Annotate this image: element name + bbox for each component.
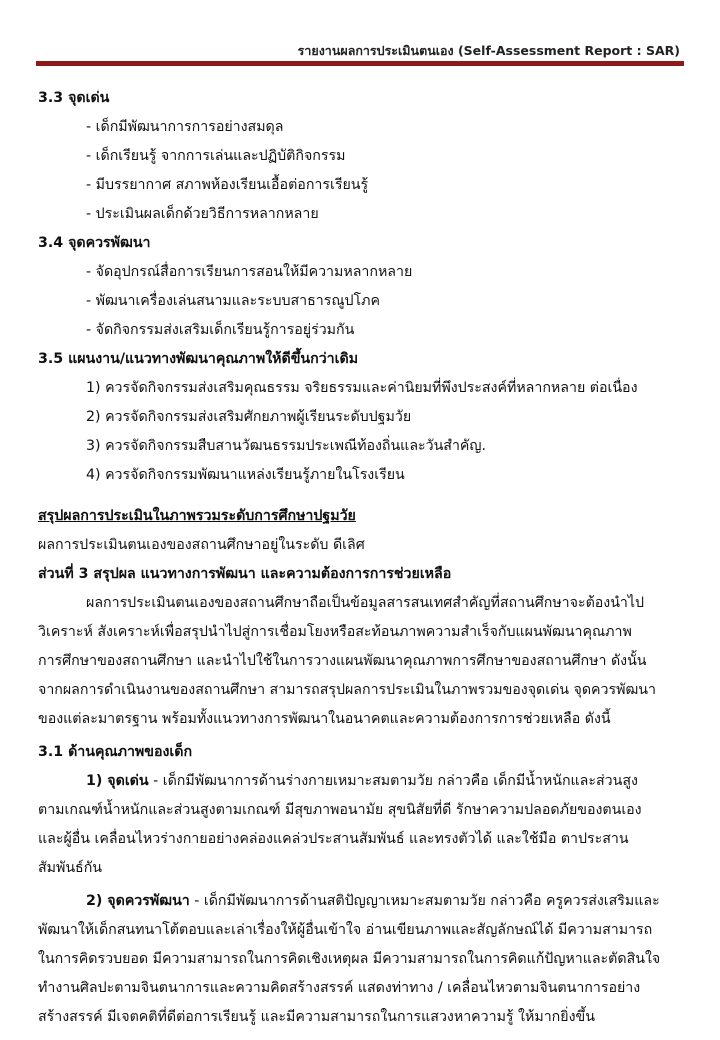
improvements-label: 2) จุดควรพัฒนา: [86, 893, 190, 909]
paragraph-line: สร้างสรรค์ มีเจตคติที่ดีต่อการเรียนรู้ และมีความสามารถในการแสวงหาความรู้ ให้มากยิ่งขึ้น: [38, 1009, 595, 1025]
list-item: 1) ควรจัดกิจกรรมส่งเสริมคุณธรรม จริยธรรมและค่านิยมที่พึงประสงค์ที่หลากหลาย ต่อเนื่อง: [86, 380, 638, 396]
paragraph-line: พัฒนาให้เด็กสนทนาโต้ตอบและเล่าเรื่องให้ผู้อื่นเข้าใจ อ่านเขียนภาพและสัญลักษณ์ได้ มีความสามารถ: [38, 922, 653, 938]
list-item: - เด็กมีพัฒนาการการอย่างสมดุล: [86, 119, 284, 135]
paragraph-line: วิเคราะห์ สังเคราะห์เพื่อสรุปนำไปสู่การเชื่อมโยงหรือสะท้อนภาพความสำเร็จกับแผนพัฒนาคุณภาพ: [38, 624, 632, 640]
list-item: - เด็กเรียนรู้ จากการเล่นและปฏิบัติกิจกรรม: [86, 148, 346, 164]
improvements-text: - เด็กมีพัฒนาการด้านสติปัญญาเหมาะสมตามวัย กล่าวคือ ครูควรส่งเสริมและ: [189, 893, 660, 909]
paragraph-line: และผู้อื่น เคลื่อนไหวร่างกายอย่างคล่องแคล่วประสานสัมพันธ์ และทรงตัวได้ และใช้มือ ตาประสาน: [38, 831, 629, 847]
list-item: 4) ควรจัดกิจกรรมพัฒนาแหล่งเรียนรู้ภายในโรงเรียน: [86, 467, 405, 483]
paragraph-line: การศึกษาของสถานศึกษา และนำไปใช้ในการวางแผนพัฒนาคุณภาพการศึกษาของสถานศึกษา ดังนั้น: [38, 653, 647, 669]
part-3-heading: ส่วนที่ 3 สรุปผล แนวทางการพัฒนา และความต้องการการช่วยเหลือ: [38, 566, 452, 582]
list-item: 3) ควรจัดกิจกรรมสืบสานวัฒนธรรมประเพณีท้องถิ่นและวันสำคัญ.: [86, 438, 487, 454]
list-item: - จัดอุปกรณ์สื่อการเรียนการสอนให้มีความหลากหลาย: [86, 264, 413, 280]
report-header-title: รายงานผลการประเมินตนเอง (Self-Assessment Report : SAR): [297, 43, 680, 58]
summary-text: ผลการประเมินตนเองของสถานศึกษาอยู่ในระดับ ดีเลิศ: [38, 537, 365, 553]
spacer: [38, 490, 684, 502]
paragraph-line: ผลการประเมินตนเองของสถานศึกษาถือเป็นข้อมูลสารสนเทศสำคัญที่สถานศึกษาจะต้องนำไป: [86, 595, 645, 611]
paragraph-line: [38, 887, 684, 916]
list-item: 2) ควรจัดกิจกรรมส่งเสริมศักยภาพผู้เรียนระดับปฐมวัย: [86, 409, 412, 425]
strengths-text: - เด็กมีพัฒนาการด้านร่างกายเหมาะสมตามวัย กล่าวคือ เด็กมีน้ำหนักและส่วนสูง: [148, 773, 638, 789]
section-3-1-heading: 3.1 ด้านคุณภาพของเด็ก: [38, 744, 193, 760]
header-divider: [36, 61, 684, 66]
list-item: - จัดกิจกรรมส่งเสริมเด็กเรียนรู้การอยู่ร่วมกัน: [86, 322, 355, 338]
section-3-3-heading: 3.3 จุดเด่น: [38, 90, 110, 106]
summary-heading: สรุปผลการประเมินในภาพรวมระดับการศึกษาปฐมวัย: [38, 508, 356, 524]
paragraph-line: ของแต่ละมาตรฐาน พร้อมทั้งแนวทางการพัฒนาในอนาคตและความต้องการการช่วยเหลือ ดังนี้: [38, 711, 611, 727]
paragraph-line: ทำงานศิลปะตามจินตนาการและความคิดสร้างสรรค์ แสดงท่าทาง / เคลื่อนไหวตามจินตนาการอย่าง: [38, 980, 641, 996]
paragraph-line: ในการคิดรวบยอด มีความสามารถในการคิดเชิงเหตุผล มีความสามารถในการคิดแก้ปัญหาและตัดสินใจ: [38, 951, 661, 967]
section-3-5-heading: 3.5 แผนงาน/แนวทางพัฒนาคุณภาพให้ดีขึ้นกว่าเดิม: [38, 351, 359, 367]
paragraph-line: สัมพันธ์กัน: [38, 860, 103, 876]
paragraph-line: [38, 767, 684, 796]
paragraph-line: ตามเกณฑ์น้ำหนักและส่วนสูงตามเกณฑ์ มีสุขภาพอนามัย สุขนิสัยที่ดี รักษาความปลอดภัยของตนเอง: [38, 802, 642, 818]
list-item: - ประเมินผลเด็กด้วยวิธีการหลากหลาย: [86, 206, 319, 222]
list-item: - มีบรรยากาศ สภาพห้องเรียนเอื้อต่อการเรียนรู้: [86, 177, 369, 193]
document-body: [38, 84, 684, 1032]
list-item: - พัฒนาเครื่องเล่นสนามและระบบสาธารณูปโภค: [86, 293, 381, 309]
paragraph-line: จากผลการดำเนินงานของสถานศึกษา สามารถสรุปผลการประเมินในภาพรวมของจุดเด่น จุดควรพัฒนา: [38, 682, 656, 698]
strengths-label: 1) จุดเด่น: [86, 773, 149, 789]
section-3-4-heading: 3.4 จุดควรพัฒนา: [38, 235, 151, 251]
